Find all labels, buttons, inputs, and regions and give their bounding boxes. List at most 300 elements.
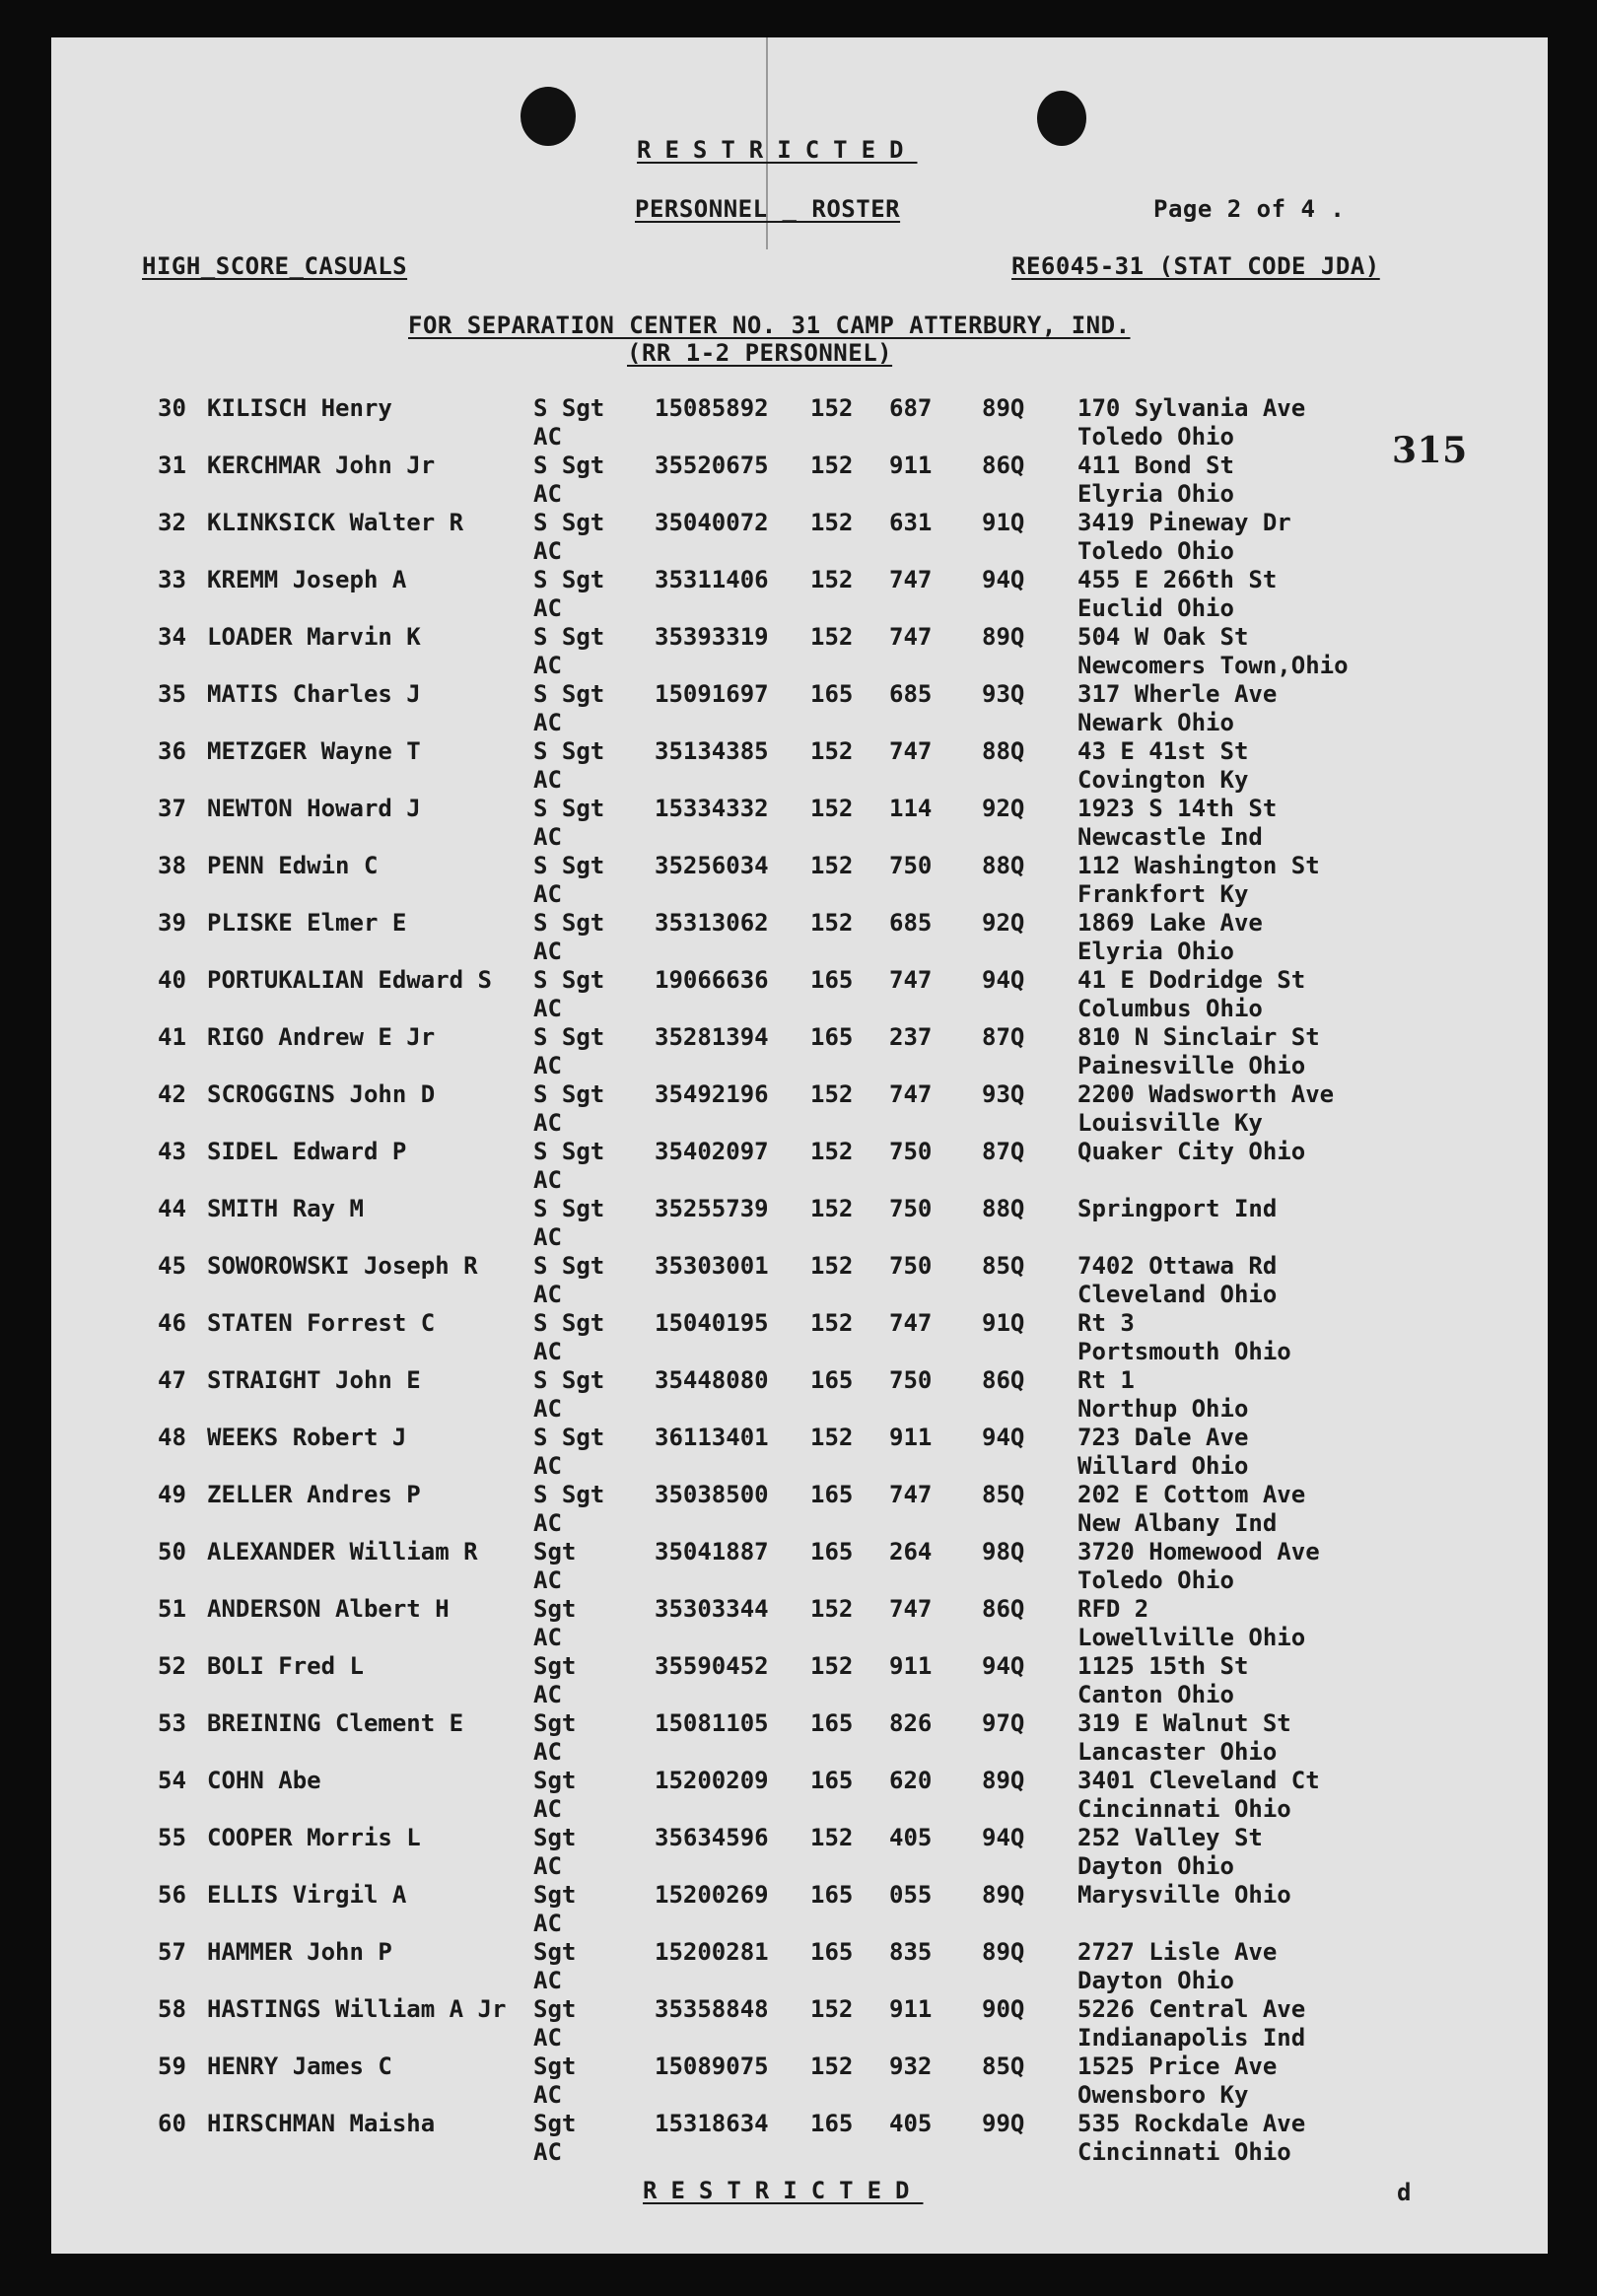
branch: AC [533,1395,562,1423]
person-name: NEWTON Howard J [207,795,421,822]
row-number: 46 [158,1309,186,1337]
score: 89Q [982,1881,1025,1909]
score: 88Q [982,737,1025,765]
person-name: ALEXANDER William R [207,1538,478,1565]
code-field-2: 747 [889,737,933,765]
row-number: 40 [158,966,186,994]
code-field-1: 152 [810,452,854,479]
address-line-1: 535 Rockdale Ave [1077,2110,1306,2137]
branch: AC [533,423,562,451]
address-line-2: Cleveland Ohio [1077,1281,1278,1308]
punch-hole-right [1037,91,1086,146]
person-name: SIDEL Edward P [207,1138,407,1165]
row-number: 52 [158,1652,186,1680]
code-field-2: 750 [889,1252,933,1280]
row-number: 33 [158,566,186,593]
branch: AC [533,1052,562,1079]
code-field-1: 152 [810,909,854,937]
score: 89Q [982,1767,1025,1794]
code-field-2: 687 [889,394,933,422]
rank: S Sgt [533,1366,605,1394]
code-field-2: 747 [889,623,933,651]
serial-number: 15200209 [655,1767,769,1794]
serial-number: 35041887 [655,1538,769,1565]
address-line-1: 2727 Lisle Ave [1077,1938,1278,1966]
code-field-2: 750 [889,1366,933,1394]
stamp-number: 315 [1392,430,1468,471]
rank: S Sgt [533,1424,605,1451]
table-row [51,1309,1548,1366]
score: 87Q [982,1138,1025,1165]
branch: AC [533,1852,562,1880]
table-row [51,2052,1548,2110]
code-field-1: 152 [810,509,854,536]
score: 97Q [982,1709,1025,1737]
address-line-2: Portsmouth Ohio [1077,1338,1291,1365]
address-line-1: 2200 Wadsworth Ave [1077,1080,1335,1108]
address-line-1: Quaker City Ohio [1077,1138,1306,1165]
table-row [51,509,1548,566]
address-line-2: Indianapolis Ind [1077,2024,1306,2052]
address-line-2: Willard Ohio [1077,1452,1249,1480]
serial-number: 35303344 [655,1595,769,1623]
table-row [51,566,1548,623]
row-number: 39 [158,909,186,937]
code-field-2: 747 [889,1595,933,1623]
person-name: PENN Edwin C [207,852,379,879]
person-name: BOLI Fred L [207,1652,364,1680]
table-row [51,394,1548,452]
address-line-1: 43 E 41st St [1077,737,1249,765]
address-line-1: 1923 S 14th St [1077,795,1278,822]
address-line-1: 202 E Cottom Ave [1077,1481,1306,1508]
address-line-2: Dayton Ohio [1077,1967,1234,1994]
roster-code: RE6045-31 (STAT CODE JDA) [1011,252,1380,280]
address-line-2: Newcastle Ind [1077,823,1263,851]
address-line-2: Euclid Ohio [1077,594,1234,622]
address-line-2: Owensboro Ky [1077,2081,1249,2109]
row-number: 44 [158,1195,186,1222]
code-field-2: 631 [889,509,933,536]
score: 94Q [982,1824,1025,1851]
branch: AC [533,709,562,736]
person-name: ZELLER Andres P [207,1481,421,1508]
address-line-1: 504 W Oak St [1077,623,1249,651]
address-line-2: Cincinnati Ohio [1077,2138,1291,2166]
code-field-1: 152 [810,1995,854,2023]
address-line-2: Cincinnati Ohio [1077,1795,1291,1823]
branch: AC [533,1109,562,1137]
table-row [51,1938,1548,1995]
serial-number: 15334332 [655,795,769,822]
branch: AC [533,1566,562,1594]
code-field-2: 750 [889,1138,933,1165]
header-restricted: RESTRICTED [637,136,918,164]
rank: S Sgt [533,966,605,994]
address-line-1: 3401 Cleveland Ct [1077,1767,1320,1794]
address-line-1: Rt 3 [1077,1309,1135,1337]
person-name: SOWOROWSKI Joseph R [207,1252,478,1280]
row-number: 35 [158,680,186,708]
rank: S Sgt [533,623,605,651]
row-number: 34 [158,623,186,651]
code-field-1: 165 [810,680,854,708]
branch: AC [533,480,562,508]
person-name: HASTINGS William A Jr [207,1995,507,2023]
rank: S Sgt [533,680,605,708]
code-field-2: 911 [889,1995,933,2023]
serial-number: 15085892 [655,394,769,422]
serial-number: 35256034 [655,852,769,879]
person-name: KLINKSICK Walter R [207,509,464,536]
code-field-2: 747 [889,566,933,593]
table-row [51,909,1548,966]
address-line-2: Lowellville Ohio [1077,1624,1306,1651]
address-line-1: 112 Washington St [1077,852,1320,879]
person-name: BREINING Clement E [207,1709,464,1737]
row-number: 30 [158,394,186,422]
score: 93Q [982,1080,1025,1108]
person-name: COHN Abe [207,1767,321,1794]
address-line-1: RFD 2 [1077,1595,1149,1623]
rank: S Sgt [533,1138,605,1165]
code-field-1: 152 [810,1252,854,1280]
branch: AC [533,1681,562,1708]
address-line-1: 3720 Homewood Ave [1077,1538,1320,1565]
code-field-1: 165 [810,966,854,994]
code-field-1: 152 [810,1595,854,1623]
address-line-2: Frankfort Ky [1077,880,1249,908]
row-number: 55 [158,1824,186,1851]
serial-number: 35590452 [655,1652,769,1680]
rank: Sgt [533,1881,577,1909]
row-number: 36 [158,737,186,765]
person-name: ANDERSON Albert H [207,1595,450,1623]
table-row [51,452,1548,509]
row-number: 58 [158,1995,186,2023]
code-field-1: 165 [810,1709,854,1737]
score: 85Q [982,1481,1025,1508]
address-line-2: Newark Ohio [1077,709,1234,736]
rank: S Sgt [533,737,605,765]
footer-restricted: RESTRICTED [643,2177,924,2204]
table-row [51,1080,1548,1138]
code-field-1: 152 [810,852,854,879]
serial-number: 35393319 [655,623,769,651]
code-field-2: 685 [889,909,933,937]
code-field-1: 152 [810,1080,854,1108]
serial-number: 35448080 [655,1366,769,1394]
address-line-1: Marysville Ohio [1077,1881,1291,1909]
score: 94Q [982,1652,1025,1680]
code-field-1: 165 [810,1538,854,1565]
code-field-2: 750 [889,852,933,879]
score: 85Q [982,1252,1025,1280]
score: 91Q [982,509,1025,536]
table-row [51,795,1548,852]
address-line-2: Northup Ohio [1077,1395,1249,1423]
address-line-1: 5226 Central Ave [1077,1995,1306,2023]
table-row [51,1652,1548,1709]
code-field-2: 826 [889,1709,933,1737]
table-row [51,737,1548,795]
address-line-1: 810 N Sinclair St [1077,1023,1320,1051]
person-name: LOADER Marvin K [207,623,421,651]
rank: S Sgt [533,509,605,536]
address-line-2: Toledo Ohio [1077,423,1234,451]
row-number: 51 [158,1595,186,1623]
code-field-2: 750 [889,1195,933,1222]
address-line-1: 7402 Ottawa Rd [1077,1252,1278,1280]
score: 85Q [982,2052,1025,2080]
branch: AC [533,2024,562,2052]
code-field-2: 237 [889,1023,933,1051]
score: 91Q [982,1309,1025,1337]
code-field-1: 152 [810,1652,854,1680]
address-line-2: Canton Ohio [1077,1681,1234,1708]
serial-number: 15040195 [655,1309,769,1337]
person-name: STRAIGHT John E [207,1366,421,1394]
score: 90Q [982,1995,1025,2023]
rank: S Sgt [533,566,605,593]
rank: Sgt [533,1538,577,1565]
code-field-2: 911 [889,1652,933,1680]
code-field-1: 152 [810,623,854,651]
code-field-1: 165 [810,1767,854,1794]
person-name: RIGO Andrew E Jr [207,1023,436,1051]
person-name: KERCHMAR John Jr [207,452,436,479]
branch: AC [533,1281,562,1308]
score: 89Q [982,623,1025,651]
row-number: 50 [158,1538,186,1565]
branch: AC [533,2081,562,2109]
address-line-1: Rt 1 [1077,1366,1135,1394]
table-row [51,1481,1548,1538]
branch: AC [533,1452,562,1480]
rank: S Sgt [533,1195,605,1222]
page-label: Page 2 of 4 . [1153,195,1346,223]
score: 93Q [982,680,1025,708]
code-field-1: 165 [810,1481,854,1508]
rank: S Sgt [533,1252,605,1280]
serial-number: 36113401 [655,1424,769,1451]
code-field-2: 405 [889,1824,933,1851]
score: 88Q [982,1195,1025,1222]
code-field-2: 055 [889,1881,933,1909]
row-number: 42 [158,1080,186,1108]
code-field-2: 405 [889,2110,933,2137]
roster-title: PERSONNEL _ ROSTER [635,195,901,223]
rank: Sgt [533,1595,577,1623]
serial-number: 35134385 [655,737,769,765]
code-field-2: 747 [889,1309,933,1337]
table-row [51,1767,1548,1824]
row-number: 43 [158,1138,186,1165]
row-number: 59 [158,2052,186,2080]
rank: Sgt [533,1995,577,2023]
address-line-2: Toledo Ohio [1077,1566,1234,1594]
serial-number: 19066636 [655,966,769,994]
serial-number: 15091697 [655,680,769,708]
score: 86Q [982,1366,1025,1394]
branch: AC [533,766,562,794]
rank: S Sgt [533,795,605,822]
code-field-1: 165 [810,1881,854,1909]
score: 99Q [982,2110,1025,2137]
branch: AC [533,995,562,1022]
rank: S Sgt [533,1309,605,1337]
rank: S Sgt [533,452,605,479]
address-line-2: Elyria Ohio [1077,938,1234,965]
branch: AC [533,938,562,965]
address-line-1: 1525 Price Ave [1077,2052,1278,2080]
address-line-1: 1125 15th St [1077,1652,1249,1680]
code-field-2: 264 [889,1538,933,1565]
branch: AC [533,1795,562,1823]
rank: Sgt [533,2110,577,2137]
code-field-1: 152 [810,1424,854,1451]
personnel-class: (RR 1-2 PERSONNEL) [627,339,893,367]
serial-number: 15089075 [655,2052,769,2080]
code-field-1: 152 [810,1309,854,1337]
person-name: HIRSCHMAN Maisha [207,2110,436,2137]
code-field-1: 152 [810,1138,854,1165]
serial-number: 15200281 [655,1938,769,1966]
row-number: 37 [158,795,186,822]
rank: S Sgt [533,852,605,879]
rank: Sgt [533,1709,577,1737]
serial-number: 35358848 [655,1995,769,2023]
address-line-2: Toledo Ohio [1077,537,1234,565]
row-number: 41 [158,1023,186,1051]
serial-number: 15081105 [655,1709,769,1737]
score: 94Q [982,966,1025,994]
branch: AC [533,1624,562,1651]
score: 94Q [982,1424,1025,1451]
branch: AC [533,1967,562,1994]
branch: AC [533,1910,562,1937]
table-row [51,1424,1548,1481]
branch: AC [533,1509,562,1537]
table-row [51,1709,1548,1767]
table-row [51,1824,1548,1881]
address-line-2: Elyria Ohio [1077,480,1234,508]
code-field-1: 152 [810,1824,854,1851]
row-number: 47 [158,1366,186,1394]
code-field-2: 747 [889,1481,933,1508]
person-name: METZGER Wayne T [207,737,421,765]
person-name: ELLIS Virgil A [207,1881,407,1909]
address-line-1: 317 Wherle Ave [1077,680,1278,708]
branch: AC [533,2138,562,2166]
score: 89Q [982,1938,1025,1966]
address-line-1: 41 E Dodridge St [1077,966,1306,994]
serial-number: 35492196 [655,1080,769,1108]
serial-number: 35038500 [655,1481,769,1508]
row-number: 56 [158,1881,186,1909]
address-line-2: Painesville Ohio [1077,1052,1306,1079]
code-field-1: 152 [810,1195,854,1222]
address-line-1: 411 Bond St [1077,452,1234,479]
address-line-1: 252 Valley St [1077,1824,1263,1851]
row-number: 57 [158,1938,186,1966]
rank: S Sgt [533,394,605,422]
serial-number: 35040072 [655,509,769,536]
code-field-1: 152 [810,566,854,593]
rank: S Sgt [533,1481,605,1508]
code-field-2: 685 [889,680,933,708]
serial-number: 35303001 [655,1252,769,1280]
table-row [51,1366,1548,1424]
address-line-2: Covington Ky [1077,766,1249,794]
serial-number: 35281394 [655,1023,769,1051]
branch: AC [533,1166,562,1194]
serial-number: 15200269 [655,1881,769,1909]
code-field-2: 932 [889,2052,933,2080]
table-row [51,852,1548,909]
table-row [51,1538,1548,1595]
table-row [51,1195,1548,1252]
rank: Sgt [533,1767,577,1794]
table-row [51,1995,1548,2052]
branch: AC [533,652,562,679]
score: 88Q [982,852,1025,879]
table-row [51,1138,1548,1195]
serial-number: 35634596 [655,1824,769,1851]
address-line-1: 319 E Walnut St [1077,1709,1291,1737]
row-number: 31 [158,452,186,479]
table-row [51,1252,1548,1309]
score: 98Q [982,1538,1025,1565]
row-number: 38 [158,852,186,879]
table-row [51,1881,1548,1938]
serial-number: 35255739 [655,1195,769,1222]
address-line-1: 455 E 266th St [1077,566,1278,593]
person-name: SCROGGINS John D [207,1080,436,1108]
code-field-1: 165 [810,1023,854,1051]
person-name: WEEKS Robert J [207,1424,407,1451]
address-line-2: Columbus Ohio [1077,995,1263,1022]
person-name: PORTUKALIAN Edward S [207,966,492,994]
table-row [51,1595,1548,1652]
row-number: 53 [158,1709,186,1737]
score: 87Q [982,1023,1025,1051]
serial-number: 35313062 [655,909,769,937]
code-field-2: 911 [889,452,933,479]
serial-number: 35311406 [655,566,769,593]
code-field-1: 152 [810,2052,854,2080]
address-line-2: Dayton Ohio [1077,1852,1234,1880]
footer-mark: d [1397,2179,1412,2206]
person-name: SMITH Ray M [207,1195,364,1222]
rank: Sgt [533,1824,577,1851]
document-page [51,37,1548,2254]
person-name: HAMMER John P [207,1938,392,1966]
person-name: STATEN Forrest C [207,1309,436,1337]
code-field-1: 165 [810,1938,854,1966]
branch: AC [533,594,562,622]
code-field-2: 747 [889,1080,933,1108]
address-line-1: 723 Dale Ave [1077,1424,1249,1451]
code-field-2: 835 [889,1938,933,1966]
person-name: MATIS Charles J [207,680,421,708]
table-row [51,966,1548,1023]
score: 92Q [982,795,1025,822]
row-number: 60 [158,2110,186,2137]
score: 86Q [982,1595,1025,1623]
person-name: PLISKE Elmer E [207,909,407,937]
address-line-2: Louisville Ky [1077,1109,1263,1137]
